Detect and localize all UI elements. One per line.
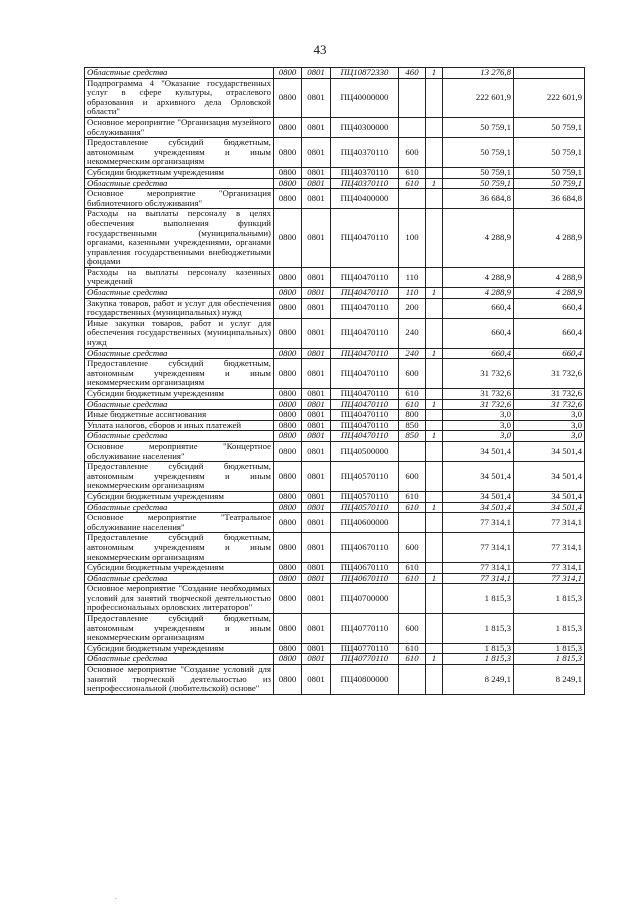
expense-type-code: 610 xyxy=(399,643,426,654)
subsection-code: 0801 xyxy=(302,654,331,665)
fund-code xyxy=(426,318,443,348)
amount-column-1: 3,0 xyxy=(443,431,514,442)
amount-column-1: 3,0 xyxy=(443,410,514,421)
amount-column-2: 34 501,4 xyxy=(514,491,585,502)
fund-code xyxy=(426,665,443,695)
target-article-code: ПЦ40770110 xyxy=(331,614,399,644)
row-name: Предоставление субсидий бюджетным, автономным учреждениям и иным некоммерческим организациям xyxy=(85,359,274,389)
expense-type-code: 240 xyxy=(399,348,426,359)
table-row xyxy=(85,178,585,189)
fund-code: 1 xyxy=(426,502,443,513)
expense-type-code: 610 xyxy=(399,389,426,400)
section-code: 0800 xyxy=(274,491,302,502)
expense-type-code xyxy=(399,441,426,461)
amount-column-1: 1 815,3 xyxy=(443,654,514,665)
expense-type-code: 610 xyxy=(399,399,426,410)
target-article-code: ПЦ40470110 xyxy=(331,431,399,442)
section-code: 0800 xyxy=(274,267,302,287)
scan-mark: . xyxy=(115,895,117,901)
amount-column-1: 50 759,1 xyxy=(443,138,514,168)
amount-column-2: 8 249,1 xyxy=(514,665,585,695)
target-article-code: ПЦ40370110 xyxy=(331,178,399,189)
target-article-code: ПЦ40470110 xyxy=(331,359,399,389)
row-name: Субсидии бюджетным учреждениям xyxy=(85,643,274,654)
table-row xyxy=(85,209,585,268)
subsection-code: 0801 xyxy=(302,665,331,695)
target-article-code: ПЦ40300000 xyxy=(331,117,399,137)
table-row xyxy=(85,348,585,359)
amount-column-2: 4 288,9 xyxy=(514,288,585,299)
expense-type-code: 610 xyxy=(399,502,426,513)
section-code: 0800 xyxy=(274,348,302,359)
amount-column-1: 50 759,1 xyxy=(443,117,514,137)
target-article-code: ПЦ40370110 xyxy=(331,167,399,178)
amount-column-2: 1 815,3 xyxy=(514,614,585,644)
fund-code xyxy=(426,462,443,492)
amount-column-1: 31 732,6 xyxy=(443,389,514,400)
target-article-code: ПЦ40770110 xyxy=(331,643,399,654)
amount-column-1: 34 501,4 xyxy=(443,462,514,492)
subsection-code: 0801 xyxy=(302,288,331,299)
row-name: Предоставление субсидий бюджетным, автономным учреждениям и иным некоммерческим организациям xyxy=(85,614,274,644)
amount-column-2: 34 501,4 xyxy=(514,441,585,461)
amount-column-1: 77 314,1 xyxy=(443,563,514,574)
amount-column-1: 8 249,1 xyxy=(443,665,514,695)
amount-column-2: 50 759,1 xyxy=(514,117,585,137)
amount-column-2: 1 815,3 xyxy=(514,584,585,614)
row-name: Основное мероприятие "Создание необходимых условий для занятий творческой деятельностью профессиональных орловских литераторов" xyxy=(85,584,274,614)
row-name: Областные средства xyxy=(85,502,274,513)
fund-code: 1 xyxy=(426,573,443,584)
section-code: 0800 xyxy=(274,410,302,421)
expense-type-code: 600 xyxy=(399,614,426,644)
target-article-code: ПЦ40400000 xyxy=(331,189,399,209)
table-row xyxy=(85,563,585,574)
row-name: Субсидии бюджетным учреждениям xyxy=(85,491,274,502)
target-article-code: ПЦ40470110 xyxy=(331,348,399,359)
subsection-code: 0801 xyxy=(302,502,331,513)
row-name: Иные бюджетные ассигнования xyxy=(85,410,274,421)
fund-code xyxy=(426,643,443,654)
expense-type-code xyxy=(399,665,426,695)
target-article-code: ПЦ40570110 xyxy=(331,502,399,513)
fund-code xyxy=(426,78,443,117)
section-code: 0800 xyxy=(274,502,302,513)
table-row xyxy=(85,167,585,178)
amount-column-2: 1 815,3 xyxy=(514,654,585,665)
row-name: Субсидии бюджетным учреждениям xyxy=(85,389,274,400)
budget-table-body xyxy=(85,68,585,695)
target-article-code: ПЦ40570110 xyxy=(331,491,399,502)
fund-code xyxy=(426,441,443,461)
fund-code xyxy=(426,614,443,644)
fund-code: 1 xyxy=(426,68,443,79)
fund-code: 1 xyxy=(426,654,443,665)
subsection-code: 0801 xyxy=(302,167,331,178)
amount-column-2: 77 314,1 xyxy=(514,513,585,533)
amount-column-2: 34 501,4 xyxy=(514,462,585,492)
section-code: 0800 xyxy=(274,178,302,189)
subsection-code: 0801 xyxy=(302,348,331,359)
table-row xyxy=(85,584,585,614)
expense-type-code: 600 xyxy=(399,138,426,168)
subsection-code: 0801 xyxy=(302,267,331,287)
target-article-code: ПЦ40470110 xyxy=(331,389,399,400)
row-name: Предоставление субсидий бюджетным, автономным учреждениям и иным некоммерческим организациям xyxy=(85,138,274,168)
amount-column-1: 4 288,9 xyxy=(443,209,514,268)
amount-column-2: 50 759,1 xyxy=(514,138,585,168)
row-name: Основное мероприятие "Организация библиотечного обслуживания" xyxy=(85,189,274,209)
table-row xyxy=(85,420,585,431)
section-code: 0800 xyxy=(274,78,302,117)
section-code: 0800 xyxy=(274,209,302,268)
fund-code: 1 xyxy=(426,178,443,189)
expense-type-code: 100 xyxy=(399,209,426,268)
amount-column-1: 4 288,9 xyxy=(443,267,514,287)
subsection-code: 0801 xyxy=(302,318,331,348)
expense-type-code: 610 xyxy=(399,563,426,574)
target-article-code: ПЦ40000000 xyxy=(331,78,399,117)
target-article-code: ПЦ40470110 xyxy=(331,209,399,268)
amount-column-2: 1 815,3 xyxy=(514,643,585,654)
target-article-code: ПЦ40370110 xyxy=(331,138,399,168)
amount-column-1: 1 815,3 xyxy=(443,614,514,644)
subsection-code: 0801 xyxy=(302,513,331,533)
amount-column-1: 77 314,1 xyxy=(443,513,514,533)
fund-code xyxy=(426,563,443,574)
budget-table xyxy=(84,67,585,695)
table-row xyxy=(85,614,585,644)
expense-type-code: 240 xyxy=(399,318,426,348)
target-article-code: ПЦ40470110 xyxy=(331,267,399,287)
fund-code xyxy=(426,359,443,389)
expense-type-code: 110 xyxy=(399,288,426,299)
fund-code xyxy=(426,420,443,431)
row-name: Субсидии бюджетным учреждениям xyxy=(85,563,274,574)
section-code: 0800 xyxy=(274,462,302,492)
subsection-code: 0801 xyxy=(302,189,331,209)
expense-type-code xyxy=(399,513,426,533)
expense-type-code: 460 xyxy=(399,68,426,79)
amount-column-1: 77 314,1 xyxy=(443,533,514,563)
table-row xyxy=(85,267,585,287)
amount-column-2 xyxy=(514,68,585,79)
section-code: 0800 xyxy=(274,318,302,348)
fund-code xyxy=(426,533,443,563)
amount-column-1: 50 759,1 xyxy=(443,178,514,189)
section-code: 0800 xyxy=(274,389,302,400)
target-article-code: ПЦ40670110 xyxy=(331,533,399,563)
target-article-code: ПЦ40470110 xyxy=(331,318,399,348)
target-article-code: ПЦ40500000 xyxy=(331,441,399,461)
row-name: Предоставление субсидий бюджетным, автономным учреждениям и иным некоммерческим организациям xyxy=(85,533,274,563)
amount-column-2: 31 732,6 xyxy=(514,359,585,389)
table-row xyxy=(85,399,585,410)
amount-column-2: 3,0 xyxy=(514,431,585,442)
row-name: Основное мероприятие "Театральное обслуживание населения" xyxy=(85,513,274,533)
subsection-code: 0801 xyxy=(302,491,331,502)
subsection-code: 0801 xyxy=(302,68,331,79)
fund-code: 1 xyxy=(426,288,443,299)
row-name: Областные средства xyxy=(85,178,274,189)
row-name: Расходы на выплаты персоналу в целях обеспечения выполнения функций государственными (муниципальными) органами, казенными учреждениями, органами управления государственными внебюджетными фондами xyxy=(85,209,274,268)
row-name: Подпрограмма 4 "Оказание государственных услуг в сфере культуры, отраслевого образования и архивного дела Орловской области" xyxy=(85,78,274,117)
expense-type-code: 110 xyxy=(399,267,426,287)
table-row xyxy=(85,431,585,442)
subsection-code: 0801 xyxy=(302,399,331,410)
amount-column-1: 660,4 xyxy=(443,318,514,348)
table-row xyxy=(85,654,585,665)
target-article-code: ПЦ40800000 xyxy=(331,665,399,695)
amount-column-1: 13 276,8 xyxy=(443,68,514,79)
row-name: Закупка товаров, работ и услуг для обеспечения государственных (муниципальных) нужд xyxy=(85,298,274,318)
table-row xyxy=(85,462,585,492)
amount-column-1: 31 732,6 xyxy=(443,359,514,389)
row-name: Основное мероприятие "Организация музейного обслуживания" xyxy=(85,117,274,137)
table-row xyxy=(85,78,585,117)
table-row xyxy=(85,189,585,209)
amount-column-2: 77 314,1 xyxy=(514,563,585,574)
amount-column-1: 31 732,6 xyxy=(443,399,514,410)
fund-code xyxy=(426,267,443,287)
row-name: Основное мероприятие "Создание условий для занятий творческой деятельностью из непрофессиональной (любительской) основе" xyxy=(85,665,274,695)
section-code: 0800 xyxy=(274,563,302,574)
amount-column-2: 3,0 xyxy=(514,410,585,421)
fund-code xyxy=(426,513,443,533)
table-row xyxy=(85,513,585,533)
target-article-code: ПЦ10872330 xyxy=(331,68,399,79)
amount-column-2: 660,4 xyxy=(514,348,585,359)
target-article-code: ПЦ40670110 xyxy=(331,563,399,574)
subsection-code: 0801 xyxy=(302,389,331,400)
section-code: 0800 xyxy=(274,643,302,654)
amount-column-1: 34 501,4 xyxy=(443,502,514,513)
subsection-code: 0801 xyxy=(302,573,331,584)
amount-column-1: 34 501,4 xyxy=(443,441,514,461)
section-code: 0800 xyxy=(274,584,302,614)
row-name: Расходы на выплаты персоналу казенных учреждений xyxy=(85,267,274,287)
amount-column-2: 660,4 xyxy=(514,318,585,348)
section-code: 0800 xyxy=(274,399,302,410)
fund-code xyxy=(426,209,443,268)
section-code: 0800 xyxy=(274,513,302,533)
table-row xyxy=(85,359,585,389)
row-name: Областные средства xyxy=(85,431,274,442)
row-name: Областные средства xyxy=(85,348,274,359)
target-article-code: ПЦ40470110 xyxy=(331,420,399,431)
expense-type-code xyxy=(399,117,426,137)
amount-column-2: 50 759,1 xyxy=(514,178,585,189)
expense-type-code: 800 xyxy=(399,410,426,421)
fund-code: 1 xyxy=(426,348,443,359)
amount-column-1: 660,4 xyxy=(443,298,514,318)
expense-type-code: 610 xyxy=(399,654,426,665)
expense-type-code: 200 xyxy=(399,298,426,318)
section-code: 0800 xyxy=(274,138,302,168)
amount-column-1: 50 759,1 xyxy=(443,167,514,178)
row-name: Предоставление субсидий бюджетным, автономным учреждениям и иным некоммерческим организациям xyxy=(85,462,274,492)
target-article-code: ПЦ40470110 xyxy=(331,288,399,299)
amount-column-2: 50 759,1 xyxy=(514,167,585,178)
subsection-code: 0801 xyxy=(302,584,331,614)
expense-type-code: 600 xyxy=(399,462,426,492)
fund-code xyxy=(426,298,443,318)
table-row xyxy=(85,665,585,695)
section-code: 0800 xyxy=(274,665,302,695)
section-code: 0800 xyxy=(274,654,302,665)
table-row xyxy=(85,117,585,137)
section-code: 0800 xyxy=(274,189,302,209)
expense-type-code xyxy=(399,78,426,117)
subsection-code: 0801 xyxy=(302,614,331,644)
table-row xyxy=(85,502,585,513)
amount-column-2: 4 288,9 xyxy=(514,267,585,287)
amount-column-2: 77 314,1 xyxy=(514,533,585,563)
section-code: 0800 xyxy=(274,117,302,137)
fund-code xyxy=(426,584,443,614)
subsection-code: 0801 xyxy=(302,178,331,189)
amount-column-1: 4 288,9 xyxy=(443,288,514,299)
expense-type-code: 600 xyxy=(399,533,426,563)
subsection-code: 0801 xyxy=(302,441,331,461)
subsection-code: 0801 xyxy=(302,359,331,389)
expense-type-code xyxy=(399,189,426,209)
row-name: Областные средства xyxy=(85,654,274,665)
expense-type-code: 610 xyxy=(399,167,426,178)
target-article-code: ПЦ40470110 xyxy=(331,410,399,421)
row-name: Областные средства xyxy=(85,573,274,584)
row-name: Областные средства xyxy=(85,68,274,79)
amount-column-1: 36 684,8 xyxy=(443,189,514,209)
row-name: Основное мероприятие "Концертное обслуживание населения" xyxy=(85,441,274,461)
target-article-code: ПЦ40470110 xyxy=(331,399,399,410)
section-code: 0800 xyxy=(274,68,302,79)
subsection-code: 0801 xyxy=(302,410,331,421)
expense-type-code: 850 xyxy=(399,420,426,431)
target-article-code: ПЦ40470110 xyxy=(331,298,399,318)
fund-code xyxy=(426,410,443,421)
section-code: 0800 xyxy=(274,359,302,389)
amount-column-2: 31 732,6 xyxy=(514,399,585,410)
subsection-code: 0801 xyxy=(302,420,331,431)
amount-column-2: 31 732,6 xyxy=(514,389,585,400)
amount-column-2: 3,0 xyxy=(514,420,585,431)
table-row xyxy=(85,533,585,563)
table-row xyxy=(85,491,585,502)
fund-code: 1 xyxy=(426,431,443,442)
expense-type-code: 610 xyxy=(399,178,426,189)
subsection-code: 0801 xyxy=(302,138,331,168)
target-article-code: ПЦ40600000 xyxy=(331,513,399,533)
fund-code xyxy=(426,491,443,502)
row-name: Областные средства xyxy=(85,288,274,299)
section-code: 0800 xyxy=(274,573,302,584)
section-code: 0800 xyxy=(274,167,302,178)
section-code: 0800 xyxy=(274,298,302,318)
subsection-code: 0801 xyxy=(302,462,331,492)
amount-column-1: 77 314,1 xyxy=(443,573,514,584)
subsection-code: 0801 xyxy=(302,117,331,137)
expense-type-code: 600 xyxy=(399,359,426,389)
subsection-code: 0801 xyxy=(302,78,331,117)
section-code: 0800 xyxy=(274,614,302,644)
amount-column-1: 660,4 xyxy=(443,348,514,359)
subsection-code: 0801 xyxy=(302,209,331,268)
fund-code xyxy=(426,138,443,168)
table-row xyxy=(85,138,585,168)
section-code: 0800 xyxy=(274,533,302,563)
amount-column-1: 1 815,3 xyxy=(443,643,514,654)
target-article-code: ПЦ40670110 xyxy=(331,573,399,584)
subsection-code: 0801 xyxy=(302,643,331,654)
amount-column-2: 34 501,4 xyxy=(514,502,585,513)
row-name: Иные закупки товаров, работ и услуг для обеспечения государственных (муниципальных) нужд xyxy=(85,318,274,348)
subsection-code: 0801 xyxy=(302,533,331,563)
target-article-code: ПЦ40770110 xyxy=(331,654,399,665)
amount-column-2: 36 684,8 xyxy=(514,189,585,209)
subsection-code: 0801 xyxy=(302,298,331,318)
expense-type-code xyxy=(399,584,426,614)
expense-type-code: 850 xyxy=(399,431,426,442)
amount-column-1: 34 501,4 xyxy=(443,491,514,502)
table-row xyxy=(85,288,585,299)
row-name: Уплата налогов, сборов и иных платежей xyxy=(85,420,274,431)
amount-column-2: 77 314,1 xyxy=(514,573,585,584)
section-code: 0800 xyxy=(274,288,302,299)
table-row xyxy=(85,643,585,654)
table-row xyxy=(85,68,585,79)
row-name: Областные средства xyxy=(85,399,274,410)
amount-column-2: 222 601,9 xyxy=(514,78,585,117)
table-row xyxy=(85,410,585,421)
target-article-code: ПЦ40700000 xyxy=(331,584,399,614)
amount-column-1: 3,0 xyxy=(443,420,514,431)
fund-code: 1 xyxy=(426,399,443,410)
amount-column-2: 660,4 xyxy=(514,298,585,318)
fund-code xyxy=(426,117,443,137)
table-row xyxy=(85,389,585,400)
page-number: 43 xyxy=(313,42,327,57)
table-row xyxy=(85,573,585,584)
table-row xyxy=(85,441,585,461)
fund-code xyxy=(426,189,443,209)
table-row xyxy=(85,298,585,318)
subsection-code: 0801 xyxy=(302,431,331,442)
section-code: 0800 xyxy=(274,441,302,461)
expense-type-code: 610 xyxy=(399,573,426,584)
target-article-code: ПЦ40570110 xyxy=(331,462,399,492)
amount-column-2: 4 288,9 xyxy=(514,209,585,268)
section-code: 0800 xyxy=(274,420,302,431)
row-name: Субсидии бюджетным учреждениям xyxy=(85,167,274,178)
fund-code xyxy=(426,167,443,178)
section-code: 0800 xyxy=(274,431,302,442)
amount-column-1: 1 815,3 xyxy=(443,584,514,614)
amount-column-1: 222 601,9 xyxy=(443,78,514,117)
expense-type-code: 610 xyxy=(399,491,426,502)
table-row xyxy=(85,318,585,348)
subsection-code: 0801 xyxy=(302,563,331,574)
fund-code xyxy=(426,389,443,400)
